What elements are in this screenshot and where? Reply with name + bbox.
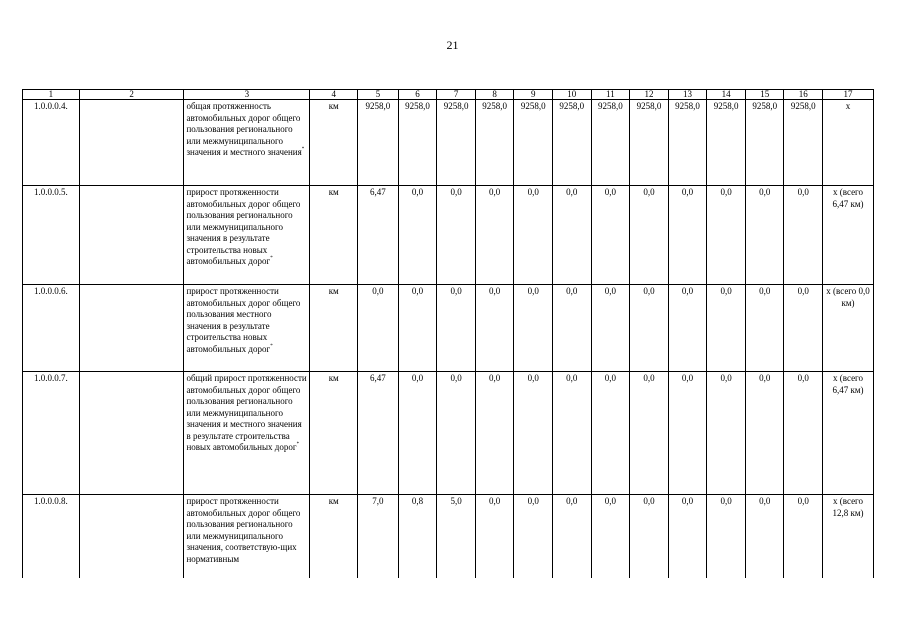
row-note: x (всего 0,0 км) — [823, 285, 874, 372]
row-value: 9258,0 — [398, 100, 437, 186]
row-value: 0,0 — [630, 186, 669, 285]
row-value: 0,0 — [745, 285, 784, 372]
row-value: 9258,0 — [668, 100, 707, 186]
row-col2 — [79, 372, 184, 495]
column-header: 11 — [591, 90, 630, 100]
row-value: 0,0 — [437, 372, 476, 495]
column-header: 10 — [553, 90, 592, 100]
row-value: 0,0 — [553, 372, 592, 495]
row-value: 0,0 — [358, 285, 399, 372]
row-value: 0,0 — [707, 285, 746, 372]
row-value: 9258,0 — [591, 100, 630, 186]
row-note: x (всего 6,47 км) — [823, 372, 874, 495]
column-header: 6 — [398, 90, 437, 100]
column-header: 16 — [784, 90, 823, 100]
row-value: 0,0 — [668, 285, 707, 372]
column-header: 15 — [745, 90, 784, 100]
row-value: 0,0 — [514, 495, 553, 579]
row-col2 — [79, 186, 184, 285]
row-description: общий прирост протяженности автомобильных дорог общего пользования регионального или межмуниципального значения и местного значения в результате строительства новых автомобильных дорог* — [184, 372, 310, 495]
row-value: 6,47 — [358, 186, 399, 285]
row-value: 0,0 — [398, 285, 437, 372]
row-value: 0,0 — [707, 372, 746, 495]
column-header: 17 — [823, 90, 874, 100]
row-value: 0,0 — [475, 495, 514, 579]
row-unit: км — [310, 186, 358, 285]
row-value: 0,0 — [398, 372, 437, 495]
row-value: 0,0 — [475, 372, 514, 495]
table-row — [23, 495, 874, 579]
row-col2 — [79, 495, 184, 579]
row-unit: км — [310, 285, 358, 372]
row-value: 0,0 — [745, 372, 784, 495]
row-col2 — [79, 285, 184, 372]
row-value: 9258,0 — [784, 100, 823, 186]
row-unit: км — [310, 100, 358, 186]
row-value: 9258,0 — [358, 100, 399, 186]
row-value: 0,0 — [707, 495, 746, 579]
row-value: 0,0 — [745, 495, 784, 579]
page-number: 21 — [446, 38, 459, 52]
column-number-row — [23, 90, 874, 100]
row-value: 0,0 — [437, 285, 476, 372]
row-value: 0,0 — [514, 186, 553, 285]
row-value: 0,0 — [784, 186, 823, 285]
row-value: 0,0 — [553, 186, 592, 285]
column-header: 1 — [23, 90, 80, 100]
column-header: 7 — [437, 90, 476, 100]
column-header: 2 — [79, 90, 184, 100]
row-value: 9258,0 — [437, 100, 476, 186]
column-header: 3 — [184, 90, 310, 100]
row-description: прирост протяженности автомобильных дорог общего пользования регионального или межмуниципального значения, соответствую-щих нормативным — [184, 495, 310, 579]
indicators-table — [22, 89, 874, 578]
column-header: 12 — [630, 90, 669, 100]
row-value: 9258,0 — [553, 100, 592, 186]
row-value: 0,0 — [514, 285, 553, 372]
column-header: 4 — [310, 90, 358, 100]
row-value: 0,0 — [591, 372, 630, 495]
footnote-mark: * — [296, 442, 300, 447]
row-value: 0,0 — [784, 372, 823, 495]
row-value: 7,0 — [358, 495, 399, 579]
row-unit: км — [310, 372, 358, 495]
row-value: 0,0 — [553, 285, 592, 372]
row-value: 0,0 — [668, 186, 707, 285]
row-note: x (всего 6,47 км) — [823, 186, 874, 285]
column-header: 13 — [668, 90, 707, 100]
row-value: 9258,0 — [630, 100, 669, 186]
row-value: 9258,0 — [707, 100, 746, 186]
row-note: x (всего 12,8 км) — [823, 495, 874, 579]
row-value: 0,0 — [707, 186, 746, 285]
row-value: 6,47 — [358, 372, 399, 495]
table-row — [23, 285, 874, 372]
row-value: 0,0 — [514, 372, 553, 495]
row-code: 1.0.0.0.4. — [23, 100, 80, 186]
row-value: 0,0 — [630, 372, 669, 495]
table-row — [23, 372, 874, 495]
row-description: общая протяженность автомобильных дорог общего пользования регионального или межмуниципального значения и местного значения* — [184, 100, 310, 186]
footnote-mark: * — [270, 343, 273, 349]
footnote-mark: * — [301, 147, 305, 152]
column-header: 9 — [514, 90, 553, 100]
row-value: 9258,0 — [514, 100, 553, 186]
footnote-mark: * — [270, 256, 273, 261]
row-value: 0,0 — [475, 285, 514, 372]
row-value: 5,0 — [437, 495, 476, 579]
row-value: 0,0 — [591, 285, 630, 372]
row-value: 0,0 — [745, 186, 784, 285]
row-value: 0,0 — [784, 285, 823, 372]
row-col2 — [79, 100, 184, 186]
row-note: x — [823, 100, 874, 186]
column-header: 14 — [707, 90, 746, 100]
row-value: 9258,0 — [475, 100, 514, 186]
row-code: 1.0.0.0.8. — [23, 495, 80, 579]
row-value: 0,0 — [475, 186, 514, 285]
table-row — [23, 186, 874, 285]
row-value: 0,8 — [398, 495, 437, 579]
row-value: 0,0 — [591, 495, 630, 579]
row-unit: км — [310, 495, 358, 579]
row-value: 0,0 — [398, 186, 437, 285]
row-code: 1.0.0.0.7. — [23, 372, 80, 495]
table-row — [23, 100, 874, 186]
row-code: 1.0.0.0.5. — [23, 186, 80, 285]
row-value: 0,0 — [553, 495, 592, 579]
row-code: 1.0.0.0.6. — [23, 285, 80, 372]
row-description: прирост протяженности автомобильных дорог общего пользования регионального или межмуниципального значения в результате строительства новых автомобильных дорог* — [184, 186, 310, 285]
row-value: 9258,0 — [745, 100, 784, 186]
row-description: прирост протяженности автомобильных дорог общего пользования местного значения в результате строительства новых автомобильных дорог* — [184, 285, 310, 372]
row-value: 0,0 — [630, 285, 669, 372]
column-header: 5 — [358, 90, 399, 100]
row-value: 0,0 — [784, 495, 823, 579]
row-value: 0,0 — [630, 495, 669, 579]
row-value: 0,0 — [668, 372, 707, 495]
row-value: 0,0 — [437, 186, 476, 285]
row-value: 0,0 — [668, 495, 707, 579]
row-value: 0,0 — [591, 186, 630, 285]
column-header: 8 — [475, 90, 514, 100]
